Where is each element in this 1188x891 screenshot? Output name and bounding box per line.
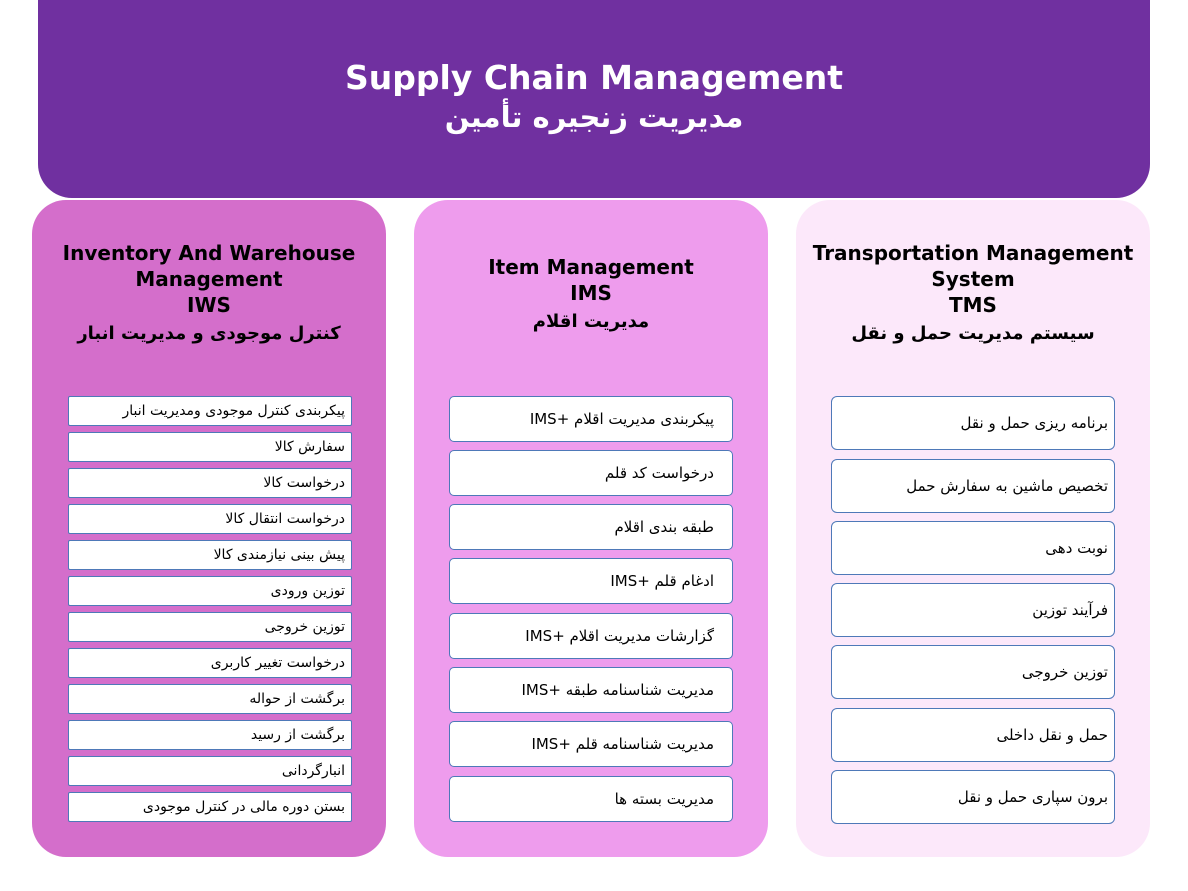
list-item: گزارشات مدیریت اقلام +IMS <box>449 613 733 659</box>
list-item: درخواست کالا <box>68 468 352 498</box>
column-tms-title-line-2: System <box>931 267 1015 291</box>
list-item: پیش بینی نیازمندی کالا <box>68 540 352 570</box>
column-ims-title-line-2: IMS <box>570 281 612 305</box>
column-tms-title-fa: سیستم مدیریت حمل و نقل <box>851 323 1095 344</box>
column-tms-title-line-1: Transportation Management <box>812 241 1134 265</box>
list-item: مدیریت شناسنامه طبقه +IMS <box>449 667 733 713</box>
list-item: برگشت از حواله <box>68 684 352 714</box>
list-item: پیکربندی مدیریت اقلام +IMS <box>449 396 733 442</box>
column-iws-title-line-1: Inventory And Warehouse <box>62 241 356 265</box>
column-ims-title <box>424 254 758 336</box>
list-item: درخواست کد قلم <box>449 450 733 496</box>
list-item: بستن دوره مالی در کنترل موجودی <box>68 792 352 822</box>
list-item: حمل و نقل داخلی <box>831 708 1115 762</box>
column-ims <box>414 200 768 857</box>
list-item: مدیریت شناسنامه قلم +IMS <box>449 721 733 767</box>
column-iws-title-fa: کنترل موجودی و مدیریت انبار <box>77 323 341 344</box>
column-tms <box>796 200 1150 857</box>
list-item: نوبت دهی <box>831 521 1115 575</box>
column-iws-title-line-2: Management <box>135 267 283 291</box>
list-item: توزین ورودی <box>68 576 352 606</box>
list-item: برگشت از رسید <box>68 720 352 750</box>
list-item: فرآیند توزین <box>831 583 1115 637</box>
column-tms-title-line-3: TMS <box>949 293 997 317</box>
header-title-en: Supply Chain Management <box>345 58 843 97</box>
column-iws-title-line-3: IWS <box>187 293 231 317</box>
list-item: برنامه ریزی حمل و نقل <box>831 396 1115 450</box>
list-item: مدیریت بسته ها <box>449 776 733 822</box>
list-item: تخصیص ماشین به سفارش حمل <box>831 459 1115 513</box>
list-item: ادغام قلم +IMS <box>449 558 733 604</box>
column-tms-title <box>806 240 1140 348</box>
list-item: توزین خروجی <box>68 612 352 642</box>
column-ims-title-fa: مدیریت اقلام <box>532 311 650 332</box>
column-iws-title <box>42 240 376 348</box>
list-item: سفارش کالا <box>68 432 352 462</box>
column-iws <box>32 200 386 857</box>
column-ims-title-line-1: Item Management <box>488 255 694 279</box>
list-item: درخواست انتقال کالا <box>68 504 352 534</box>
list-item: درخواست تغییر کاربری <box>68 648 352 678</box>
list-item: طبقه بندی اقلام <box>449 504 733 550</box>
diagram-header <box>38 0 1150 198</box>
list-item: توزین خروجی <box>831 645 1115 699</box>
list-item: انبارگردانی <box>68 756 352 786</box>
list-item: پیکربندی کنترل موجودی ومدیریت انبار <box>68 396 352 426</box>
header-title-fa: مدیریت زنجیره تأمین <box>444 100 744 134</box>
list-item: برون سپاری حمل و نقل <box>831 770 1115 824</box>
